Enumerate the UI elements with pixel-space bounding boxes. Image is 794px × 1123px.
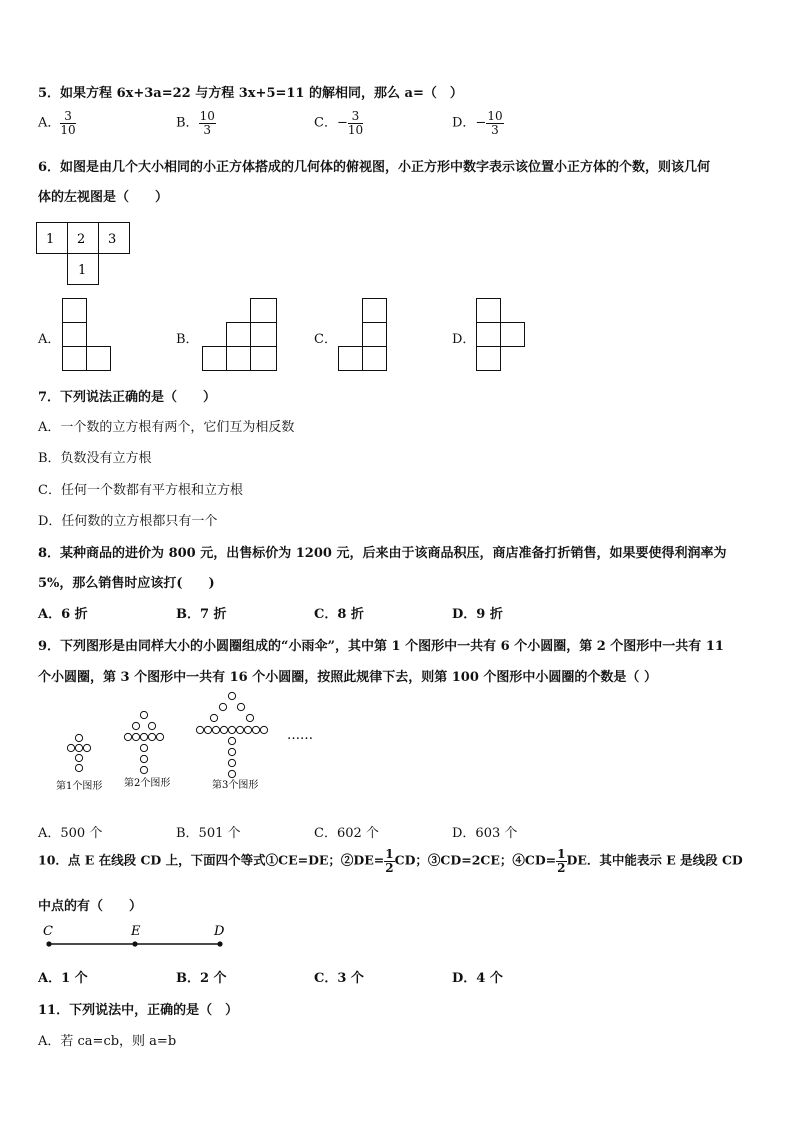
figure-label: 第2个图形: [124, 778, 171, 789]
q10-stem-line1: 10．点 E 在线段 CD 上，下面四个等式①CE=DE；②DE= $\frac{1}{2}$ CD；③CD=2CE；④CD= $\frac{1}{2}$ DE．其中能表示 E 是线段 CD: [38, 847, 743, 875]
q8-option-b: B．7 折: [176, 607, 227, 622]
fraction: $\frac{3}{10}$: [60, 109, 76, 137]
q9-option-a: A．500 个: [38, 826, 103, 841]
q6-option-b-label: B．: [176, 332, 199, 347]
option-label: B．: [176, 115, 199, 131]
option-label: A．: [38, 115, 61, 131]
q7-stem: 7．下列说法正确的是（ ）: [38, 390, 217, 405]
q8-option-c: C．8 折: [314, 607, 364, 622]
q5-option-d: D．− $\frac{10}{3}$: [452, 109, 503, 137]
segment-cd: [40, 922, 240, 958]
fraction: $\frac{1}{2}$: [385, 847, 394, 875]
q6-option-a-label: A．: [38, 332, 61, 347]
grid-number: 1: [46, 232, 55, 247]
q6-option-c-label: C．: [314, 332, 337, 347]
q9-stem-line1: 9．下列图形是由同样大小的小圆圈组成的“小雨伞”，其中第 1 个图形中一共有 6 个小圆圈，第 2 个图形中一共有 11: [38, 639, 724, 654]
fraction: $\frac{10}{3}$: [199, 109, 215, 137]
q6-option-d-figure: [476, 298, 528, 374]
q9-stem-line2: 个小圆圈，第 3 个图形中一共有 16 个小圆圈，按照此规律下去，则第 100 个图形中小圆圈的个数是（ ）: [38, 670, 657, 685]
q5-stem: 5．如果方程 6x+3a=22 与方程 3x+5=11 的解相同，那么 a=（ ）: [38, 86, 463, 101]
q8-stem-line2: 5%，那么销售时应该打( ): [38, 576, 215, 591]
q7-option-d: D．任何数的立方根都只有一个: [38, 514, 218, 529]
option-label: C．: [314, 115, 337, 131]
grid-number: 1: [78, 263, 87, 278]
q10-option-c: C．3 个: [314, 971, 364, 986]
figure-label: 第1个图形: [56, 781, 103, 792]
q6-option-b-figure: [202, 298, 282, 374]
q9-option-b: B．501 个: [176, 826, 241, 841]
q10-option-d: D．4 个: [452, 971, 503, 986]
q6-stem-line2: 体的左视图是（ ）: [38, 190, 169, 205]
top-view-grid: [36, 222, 136, 286]
q11-option-a: A．若 ca=cb，则 a=b: [38, 1034, 177, 1049]
point-label: E: [131, 924, 141, 939]
q6-option-a-figure: [62, 298, 112, 374]
q10-option-b: B．2 个: [176, 971, 227, 986]
q6-option-d-label: D．: [452, 332, 476, 347]
q8-stem-line1: 8．某种商品的进价为 800 元，出售标价为 1200 元，后来由于该商品积压，商店准备打折销售，如果要使得利润率为: [38, 546, 727, 561]
q10-option-a: A．1 个: [38, 971, 88, 986]
fraction: $\frac{10}{3}$: [487, 109, 503, 137]
figure-label: 第3个图形: [212, 780, 259, 791]
q9-option-d: D．603 个: [452, 826, 518, 841]
ellipsis: ……: [287, 728, 313, 743]
fraction: $\frac{3}{10}$: [347, 109, 364, 137]
q7-option-a: A．一个数的立方根有两个，它们互为相反数: [38, 420, 295, 435]
point-label: C: [43, 924, 53, 939]
q8-option-d: D．9 折: [452, 607, 503, 622]
q7-option-b: B．负数没有立方根: [38, 451, 152, 466]
grid-number: 2: [77, 232, 86, 247]
q7-option-c: C．任何一个数都有平方根和立方根: [38, 483, 243, 498]
q9-option-c: C．602 个: [314, 826, 379, 841]
q5-option-c: C．− $\frac{3}{10}$: [314, 109, 364, 137]
q5-option-a: [38, 110, 76, 136]
q11-stem: 11．下列说法中，正确的是（ ）: [38, 1003, 239, 1018]
point-label: D: [214, 924, 225, 939]
q8-option-a: A．6 折: [38, 607, 88, 622]
umbrella-figures: [50, 690, 330, 800]
fraction: $\frac{1}{2}$: [557, 847, 566, 875]
option-label: D．: [452, 115, 476, 131]
grid-number: 3: [108, 232, 117, 247]
q5-option-b: [176, 110, 216, 136]
q6-option-c-figure: [338, 298, 390, 374]
q10-stem-line2: 中点的有（ ）: [38, 899, 143, 914]
q6-stem-line1: 6．如图是由几个大小相同的小正方体搭成的几何体的俯视图，小正方形中数字表示该位置小正方体的个数，则该几何: [38, 160, 711, 175]
